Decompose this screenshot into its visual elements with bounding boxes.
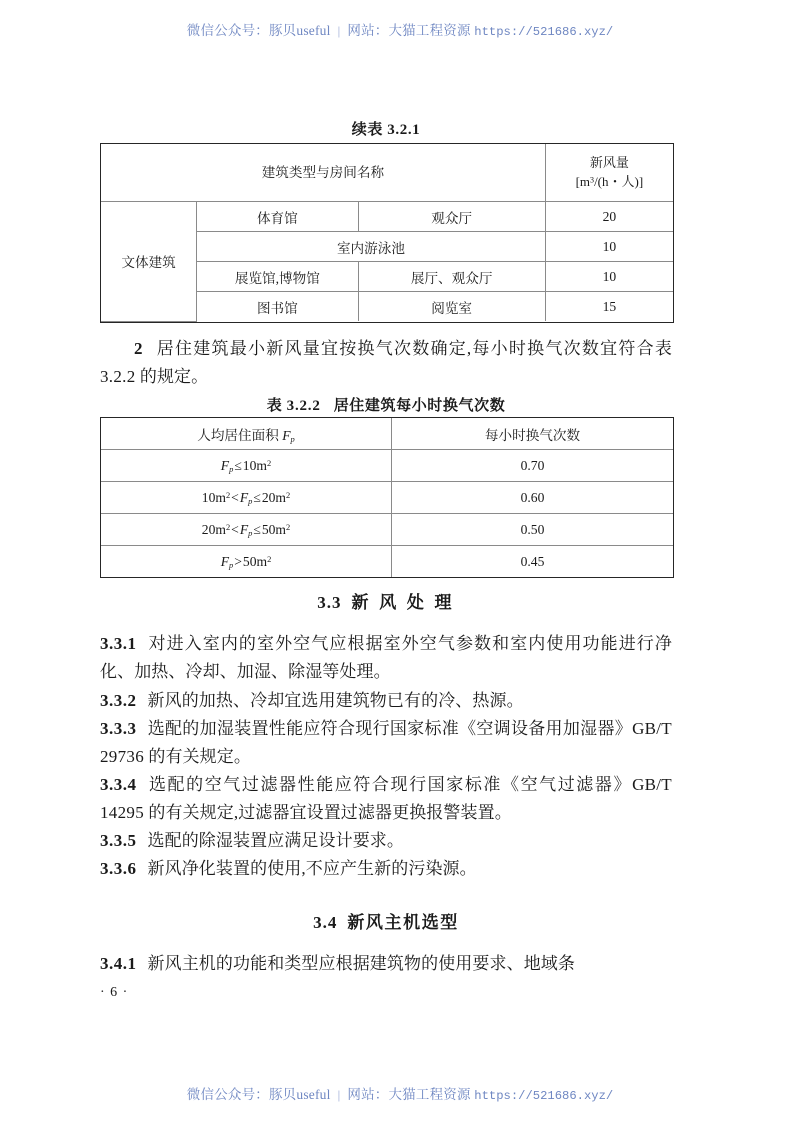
table-321-cell-value: 10 <box>545 232 673 262</box>
watermark-site-label: 网站： <box>347 23 389 38</box>
clause-335-text: 选配的除湿装置应满足设计要求。 <box>147 831 404 850</box>
clause-331-number: 3.3.1 <box>100 634 137 653</box>
clause-335-block <box>100 827 672 855</box>
table-322-cell-area: $20m^2<F_p\le 50m^2$ <box>101 514 392 546</box>
watermark-site-value: 大猫工程资源 <box>388 23 471 38</box>
clause-334-number: 3.3.4 <box>100 775 137 794</box>
section-34-heading <box>100 908 672 933</box>
table-321-cell-value: 20 <box>545 202 673 232</box>
watermark-url: https://521686.xyz/ <box>474 25 614 39</box>
clause-332-text: 新风的加热、冷却宜选用建筑物已有的冷、热源。 <box>147 691 524 710</box>
table-321-cell-value: 15 <box>602 298 617 314</box>
clause-333-number: 3.3.3 <box>100 719 137 738</box>
clause-333-text: 选配的加湿装置性能应符合现行国家标准《空调设备用加湿器》GB/T 29736 的有关规定。 <box>100 719 672 766</box>
watermark-site-label: 网站： <box>347 1087 389 1102</box>
table-321-cell-building: 室内游泳池 <box>197 232 546 262</box>
table-322-caption-block <box>100 394 672 415</box>
table-321-header-airflow-unit: [$m^3/(h$・人)] <box>575 173 644 189</box>
table-321-header-type-room: 建筑类型与房间名称 <box>101 144 545 202</box>
clause-335 <box>100 827 672 855</box>
clause-331 <box>100 630 672 686</box>
watermark-wechat-label: 微信公众号： <box>186 1087 269 1102</box>
watermark-wechat-label: 微信公众号： <box>186 23 269 38</box>
page-content <box>100 0 672 1131</box>
table-322-cell-ach: 0.45 <box>520 553 545 569</box>
watermark-footer <box>0 1083 800 1103</box>
table-321-cell-value: 10 <box>545 262 673 292</box>
table-321-header-airflow <box>545 144 673 202</box>
clause-335-number: 3.3.5 <box>100 831 137 850</box>
watermark-site-value: 大猫工程资源 <box>388 1087 471 1102</box>
table-321-cell-room: 阅览室 <box>358 292 545 322</box>
clause-336-number: 3.3.6 <box>100 859 137 878</box>
table-row <box>101 482 673 514</box>
clause-334-block <box>100 771 672 827</box>
section-34-number: 3.4 <box>313 913 338 932</box>
table-321-cell-room: 展厅、观众厅 <box>358 262 545 292</box>
table-321-header-airflow-title: 新风量 <box>589 154 629 170</box>
table-322-header-ach: 每小时换气次数 <box>392 418 674 450</box>
clause-331-text: 对进入室内的室外空气应根据室外空气参数和室内使用功能进行净化、加热、冷却、加湿、除湿等处理。 <box>100 634 672 681</box>
table-322-cell-area: $F_p>50m^2$ <box>101 546 392 578</box>
table-row <box>101 514 673 546</box>
watermark-url: https://521686.xyz/ <box>474 1089 614 1103</box>
clause-333-block <box>100 715 672 771</box>
watermark-separator: | <box>337 1087 341 1102</box>
table-321-cell-room: 观众厅 <box>358 202 545 232</box>
item-2-text: 居住建筑最小新风量宜按换气次数确定,每小时换气次数宜符合表 3.2.2 的规定。 <box>100 339 672 386</box>
clause-336-block <box>100 855 672 883</box>
table-321-cell-building: 图书馆 <box>197 292 358 322</box>
table-321-cell-building: 体育馆 <box>197 202 358 232</box>
clause-336-text: 新风净化装置的使用,不应产生新的污染源。 <box>147 859 477 878</box>
section-33-title: 新 风 处 理 <box>351 593 455 612</box>
table-row <box>101 450 673 482</box>
watermark-wechat-value: 豚贝useful <box>268 1087 331 1102</box>
table-row <box>101 202 673 232</box>
table-row <box>101 546 673 578</box>
table-322-cell-ach: 0.60 <box>392 482 674 514</box>
table-322-cell-ach: 0.50 <box>392 514 674 546</box>
table-321-caption: 续表 3.2.1 <box>351 122 421 138</box>
watermark-wechat-value: 豚贝useful <box>268 23 331 38</box>
table-322 <box>100 417 674 578</box>
clause-334 <box>100 771 672 827</box>
section-34-heading-block <box>100 908 672 933</box>
section-33-heading <box>100 588 672 613</box>
clause-341-number: 3.4.1 <box>100 954 137 973</box>
table-321-cell-category: 文体建筑 <box>101 202 197 322</box>
watermark-separator: | <box>337 23 341 38</box>
clause-332 <box>100 687 672 715</box>
table-322-caption: 表 3.2.2 居住建筑每小时换气次数 <box>266 398 506 414</box>
section-33-number: 3.3 <box>317 593 342 612</box>
item-2-block <box>100 335 672 391</box>
page-number: · 6 · <box>100 985 129 1000</box>
table-row-header <box>101 418 673 450</box>
item-2-number: 2 <box>134 339 143 358</box>
clause-332-block <box>100 687 672 715</box>
table-322-header-area: 人均居住面积 $F_p$ <box>101 418 392 450</box>
clause-341-block <box>100 950 672 978</box>
clause-332-number: 3.3.2 <box>100 691 137 710</box>
table-322-cell-area: $F_p\le 10m^2$ <box>101 450 392 482</box>
table-321-caption-block <box>100 118 672 139</box>
clause-331-block <box>100 630 672 686</box>
section-33-heading-block <box>100 588 672 613</box>
clause-341 <box>100 950 672 978</box>
clause-341-text: 新风主机的功能和类型应根据建筑物的使用要求、地域条 <box>147 954 575 973</box>
item-2-paragraph <box>100 335 672 391</box>
table-322-cell-area: $10m^2<F_p\le 20m^2$ <box>101 482 392 514</box>
section-34-title: 新风主机选型 <box>347 913 459 932</box>
table-322-cell-ach: 0.70 <box>392 450 674 482</box>
table-row-header <box>101 144 673 202</box>
table-321 <box>100 143 674 323</box>
clause-334-text: 选配的空气过滤器性能应符合现行国家标准《空气过滤器》GB/T 14295 的有关规定,过滤器宜设置过滤器更换报警装置。 <box>100 775 672 822</box>
clause-336 <box>100 855 672 883</box>
clause-333 <box>100 715 672 771</box>
table-321-cell-building: 展览馆,博物馆 <box>197 262 358 292</box>
